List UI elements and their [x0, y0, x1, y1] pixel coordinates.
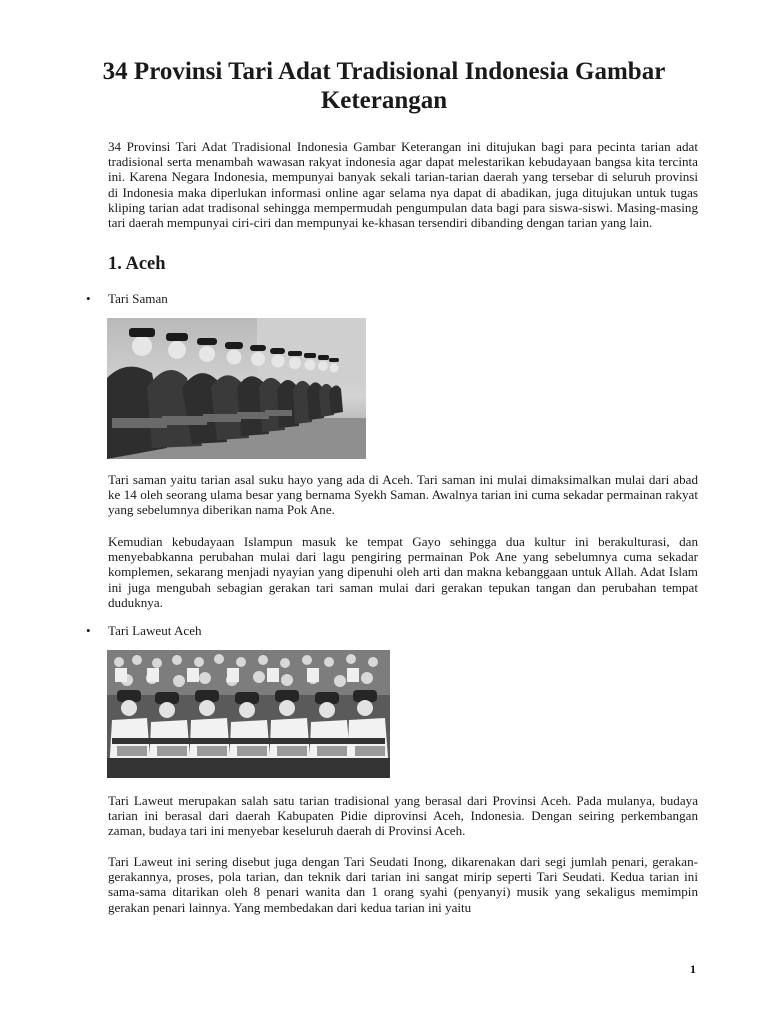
intro-paragraph: 34 Provinsi Tari Adat Tradisional Indonesia Gambar Keterangan ini ditujukan bagi para pecinta tarian adat tradisional serta menambah wawasan rakyat indonesia agar dapat melestarikan kebudayaan bangsa kita tercinta ini. Karena Negara Indonesia, mempunyai banyak sekali tarian-tarian daerah yang tersebar di seluruh provinsi di Indonesia maka diperlukan informasi online agar selama nya dapat di abadikan, juga ditujukan untuk tugas kliping tarian adat tradisonal sehingga mempermudah pengumpulan data bagi para siswa-siswi. Masing-masing tari daerah mempunyai ciri-ciri dan mempunyai ke-khasan tersendiri dibanding dengan tarian yang lain.	[108, 139, 698, 231]
bullet-icon: •	[86, 291, 91, 306]
list-item-title: Tari Saman	[108, 291, 168, 306]
paragraph: Tari Laweut ini sering disebut juga dengan Tari Seudati Inong, dikarenakan dari segi jumlah penari, gerakan-gerakannya, proses, pola tarian, dan teknik dari tarian ini sangat mirip seperti Tari Seudati. Kedua tarian ini sama-sama ditarikan oleh 8 penari wanita dan 1 orang syahi (penyanyi) musik yang sekaligus memimpin gerakan penari lainnya. Yang membedakan dari kedua tarian ini yaitu	[108, 854, 698, 915]
paragraph: Tari Laweut merupakan salah satu tarian tradisional yang berasal dari Provinsi Aceh. Pada mulanya, budaya tarian ini berasal dari daerah Kabupaten Pidie diprovinsi Aceh, Indonesia. Dengan seiring perkembangan zaman, budaya tari ini menyebar keseluruh daerah di Provinsi Aceh.	[108, 793, 698, 839]
list-item-title: Tari Laweut Aceh	[108, 623, 202, 638]
page-title: 34 Provinsi Tari Adat Tradisional Indonesia Gambar Keterangan	[102, 58, 666, 114]
tari-laweut-photo	[107, 650, 390, 778]
paragraph: Tari saman yaitu tarian asal suku hayo yang ada di Aceh. Tari saman ini mulai dimaksimalkan mulai dari abad ke 14 oleh seorang ulama besar yang bernama Syekh Saman. Awalnya tarian ini cuma sekadar permainan rakyat yang sebelumnya diberikan nama Pok Ane.	[108, 472, 698, 518]
bullet-icon: •	[86, 623, 91, 638]
paragraph: Kemudian kebudayaan Islampun masuk ke tempat Gayo sehingga dua kultur ini berakulturasi, dan menyebabkanna perubahan mulai dari lagu pengiring permainan Pok Ane yang sebelumnya cuma sekadar komplemen, sekarang menjadi nyayian yang dipenuhi oleh arti dan makna kebanggaan untuk Allah. Adat Islam ini juga mengubah sebagian gerakan tari saman mulai dari gerakan tepukan tangan dan perubahan tempat duduknya.	[108, 534, 698, 610]
tari-saman-photo	[107, 318, 366, 459]
page-number: 1	[690, 962, 696, 976]
section-heading: 1. Aceh	[108, 254, 166, 274]
